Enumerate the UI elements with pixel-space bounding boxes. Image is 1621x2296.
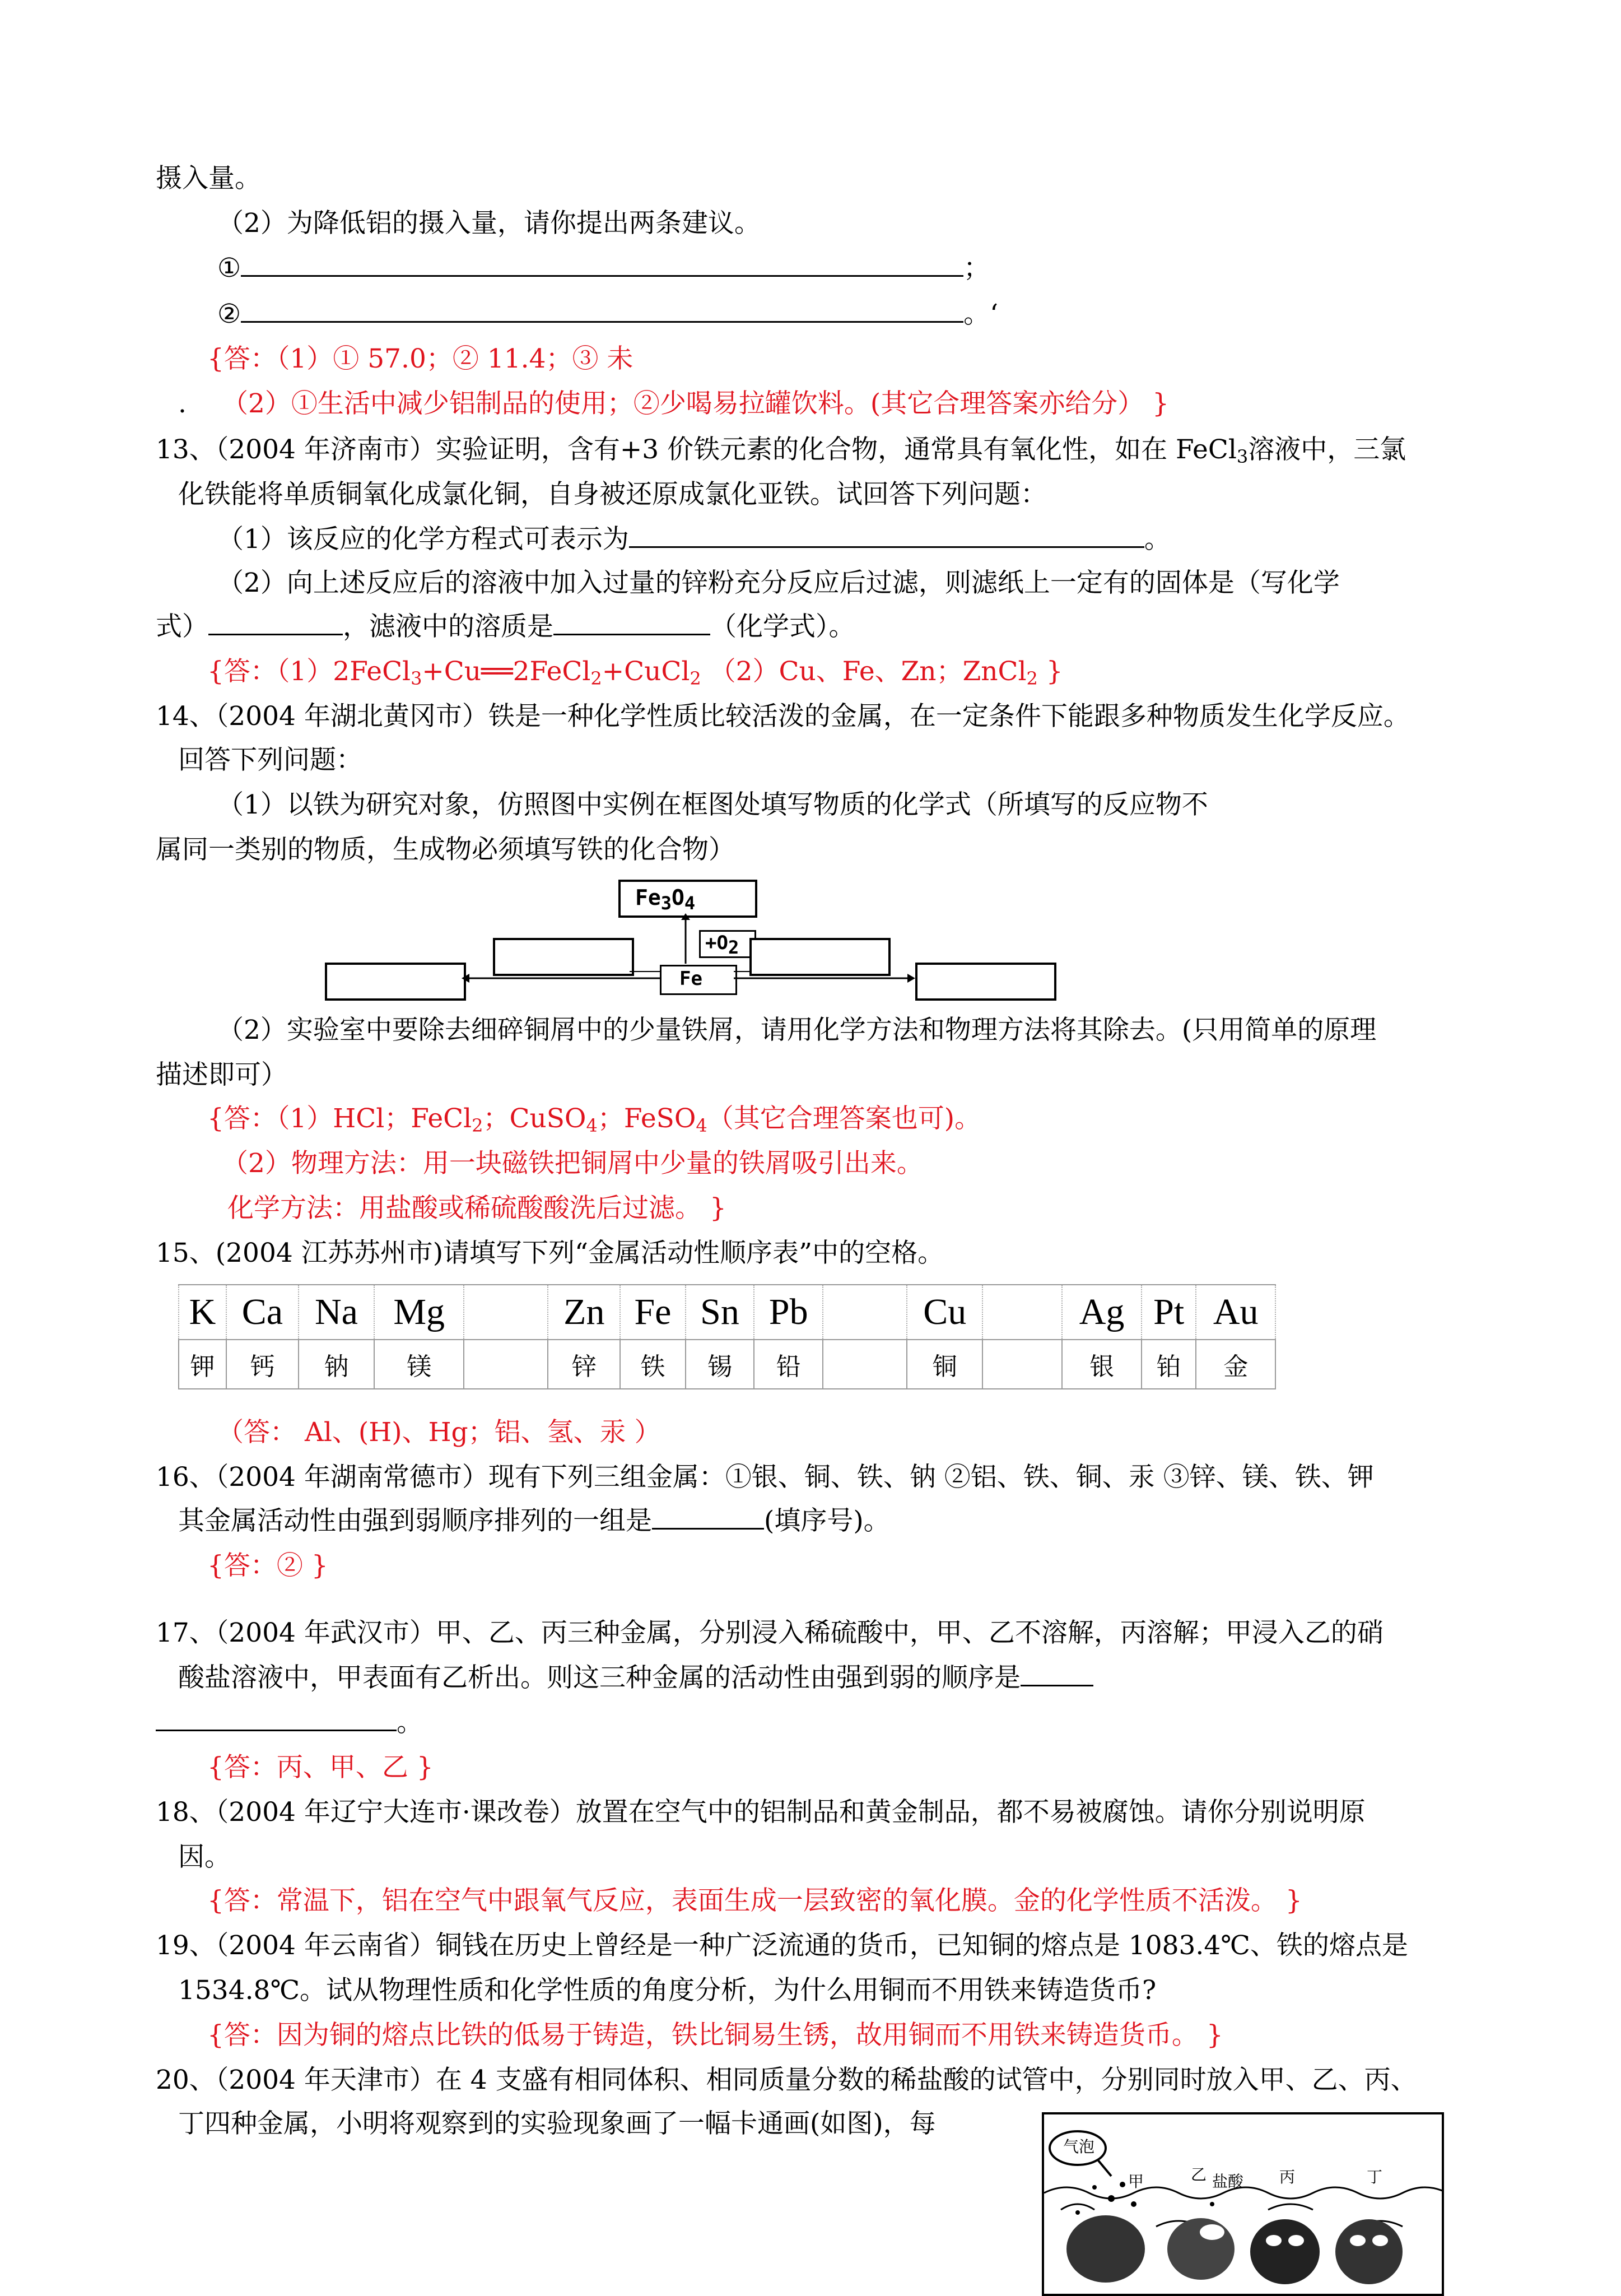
question-13-line1: 13、（2004 年济南市）实验证明，含有+3 价铁元素的化合物，通常具有氧化性，如在 FeCl$_3$溶液中，三氯 <box>156 434 1406 467</box>
text-line: 15、(2004 江苏苏州市)请填写下列“金属活动性顺序表”中的空格。 <box>156 1238 944 1268</box>
name-row <box>179 1340 1275 1389</box>
name-cell: 钙 <box>226 1340 299 1389</box>
symbol-cell: Pb <box>754 1285 823 1340</box>
symbol-cell: Na <box>299 1285 374 1340</box>
metals-in-acid-cartoon <box>1042 2112 1444 2296</box>
blank-symbol-cell[interactable] <box>823 1285 907 1340</box>
answer-18: {答：常温下，铝在空气中跟氧气反应，表面生成一层致密的氧化膜。金的化学性质不活泼。 } <box>207 1885 1302 1916</box>
metal-activity-table <box>178 1284 1276 1389</box>
cartoon-drawing <box>1044 2114 1442 2294</box>
text-line: （2）向上述反应后的溶液中加入过量的锌粉充分反应后过滤，则滤纸上一定有的固体是（写化学 <box>217 568 1340 598</box>
answer-14-part3: 化学方法：用盐酸或稀硫酸酸洗后过滤。 } <box>227 1193 726 1224</box>
suggestion-2-line: ② 。‘ <box>217 299 999 329</box>
text-line: 20、（2004 年天津市）在 4 支盛有相同体积、相同质量分数的稀盐酸的试管中，分别同时放入甲、乙、丙、 <box>156 2065 1417 2095</box>
symbol-cell: Pt <box>1142 1285 1196 1340</box>
name-cell: 锡 <box>686 1340 754 1389</box>
metal-label-bing: 丙 <box>1279 2168 1296 2186</box>
answer-14-part2: （2）物理方法：用一块磁铁把铜屑中少量的铁屑吸引出来。 <box>222 1148 923 1179</box>
blank-symbol-cell[interactable] <box>464 1285 548 1340</box>
text-line: 属同一类别的物质，生成物必须填写铁的化合物） <box>156 834 735 865</box>
answer-15: （答： Al、(H)、Hg；铝、氢、汞 ） <box>217 1417 661 1448</box>
text-line: 16、（2004 年湖南常德市）现有下列三组金属：①银、铜、铁、钠 ②铝、铁、铜、汞 ③锌、镁、铁、钾 <box>156 1462 1374 1493</box>
reagent-label: $+O_2$ <box>705 932 739 958</box>
text-line: （2）为降低铝的摄入量，请你提出两条建议。 <box>217 208 761 239</box>
blank-name-cell[interactable] <box>823 1340 907 1389</box>
name-cell: 钾 <box>179 1340 226 1389</box>
question-13-line3: （1）该反应的化学方程式可表示为 。 <box>217 524 1171 555</box>
symbol-cell: Sn <box>686 1285 754 1340</box>
text-line: （2）实验室中要除去细碎铜屑中的少量铁屑，请用化学方法和物理方法将其除去。(只用简单的原理 <box>217 1015 1377 1045</box>
acid-label: 盐酸 <box>1212 2172 1244 2191</box>
stray-dot: . <box>178 388 187 419</box>
name-cell: 镁 <box>374 1340 464 1389</box>
blank-symbol-cell[interactable] <box>982 1285 1062 1340</box>
iron-reaction-diagram <box>314 874 1064 1008</box>
text-line: （1）以铁为研究对象，仿照图中实例在框图处填写物质的化学式（所填写的反应物不 <box>217 789 1208 820</box>
answer-13: {答：（1）2FeCl$_3$+Cu══2FeCl$_2$+CuCl$_2$ （2）Cu、Fe、Zn；ZnCl$_2$ } <box>207 656 1063 689</box>
name-cell: 铅 <box>754 1340 823 1389</box>
answer-12-part2: （2）①生活中减少铝制品的使用；②少喝易拉罐饮料。(其它合理答案亦给分） } <box>222 388 1170 419</box>
answer-17: {答：丙、甲、乙 } <box>207 1752 434 1783</box>
symbol-row <box>179 1285 1275 1340</box>
symbol-cell: Cu <box>907 1285 982 1340</box>
fe-center-label: Fe <box>679 968 702 990</box>
symbol-cell: Au <box>1196 1285 1275 1340</box>
name-cell: 铜 <box>907 1340 982 1389</box>
symbol-cell: Ag <box>1062 1285 1141 1340</box>
answer-19: {答：因为铜的熔点比铁的低易于铸造，铁比铜易生锈，故用铜而不用铁来铸造货币。 } <box>207 2020 1223 2051</box>
metal-label-yi: 乙 <box>1191 2165 1207 2184</box>
metal-label-jia: 甲 <box>1128 2172 1144 2191</box>
symbol-cell: Zn <box>548 1285 620 1340</box>
name-cell: 银 <box>1062 1340 1141 1389</box>
symbol-cell: Fe <box>620 1285 685 1340</box>
name-cell: 铂 <box>1142 1340 1196 1389</box>
name-cell: 锌 <box>548 1340 620 1389</box>
text-line: 14、（2004 年湖北黄冈市）铁是一种化学性质比较活泼的金属，在一定条件下能跟多种物质发生化学反应。 <box>156 701 1410 732</box>
metal-label-ding: 丁 <box>1367 2168 1383 2186</box>
text-line: 19、（2004 年云南省）铜钱在历史上曾经是一种广泛流通的货币，已知铜的熔点是 1083.4℃、铁的熔点是 <box>156 1930 1408 1961</box>
text-line: 因。 <box>178 1842 231 1872</box>
text-line: 18、（2004 年辽宁大连市·课改卷）放置在空气中的铝制品和黄金制品，都不易被腐蚀。请你分别说明原 <box>156 1797 1366 1828</box>
symbol-cell: K <box>179 1285 226 1340</box>
question-16-line2: 其金属活动性由强到弱顺序排列的一组是 (填序号)。 <box>178 1505 890 1536</box>
text-line: 化铁能将单质铜氧化成氯化铜，自身被还原成氯化亚铁。试回答下列问题： <box>178 479 1047 510</box>
bubble-label: 气泡 <box>1063 2137 1095 2156</box>
symbol-cell: Ca <box>226 1285 299 1340</box>
text-line: 回答下列问题： <box>178 745 362 775</box>
symbol-cell: Mg <box>374 1285 464 1340</box>
text-line: 17、（2004 年武汉市）甲、乙、丙三种金属，分别浸入稀硫酸中，甲、乙不溶解，丙溶解；甲浸入乙的硝 <box>156 1618 1384 1648</box>
suggestion-1-line: ① ； <box>217 253 990 283</box>
question-17-line3: 。 <box>156 1705 423 1740</box>
text-line: 摄入量。 <box>156 163 261 194</box>
answer-14-part1: {答：（1）HCl；FeCl$_2$；CuSO$_4$；FeSO$_4$（其它合理答案也可)。 <box>207 1103 981 1136</box>
blank-name-cell[interactable] <box>464 1340 548 1389</box>
text-line: 描述即可） <box>156 1059 287 1090</box>
answer-12-part1: {答：（1）① 57.0；② 11.4；③ 未 <box>207 343 634 374</box>
name-cell: 钠 <box>299 1340 374 1389</box>
name-cell: 铁 <box>620 1340 685 1389</box>
answer-16: {答：② } <box>207 1550 328 1581</box>
question-13-line5: 式） ，滤液中的溶质是 （化学式）。 <box>156 611 855 642</box>
diagram-arrows <box>314 874 1064 1008</box>
question-17-line2: 酸盐溶液中，甲表面有乙析出。则这三种金属的活动性由强到弱的顺序是 <box>178 1661 1093 1695</box>
text-line: 1534.8℃。试从物理性质和化学性质的角度分析，为什么用铜而不用铁来铸造货币? <box>178 1975 1157 2006</box>
blank-name-cell[interactable] <box>982 1340 1062 1389</box>
name-cell: 金 <box>1196 1340 1275 1389</box>
fe3o4-label: $Fe_3O_4$ <box>635 885 696 914</box>
text-line: 丁四种金属，小明将观察到的实验现象画了一幅卡通画(如图)，每 <box>178 2108 936 2139</box>
